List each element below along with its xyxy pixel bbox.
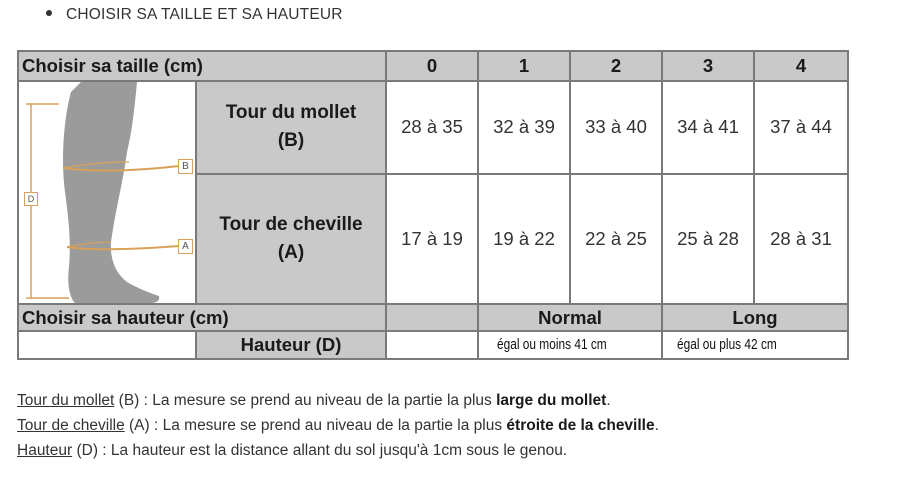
calf-value-2: 33 à 40 [570,81,662,174]
size-col-3: 3 [662,51,754,81]
height-long-value: égal ou plus 42 cm [677,337,777,353]
size-header-cell: Choisir sa taille (cm) [18,51,386,81]
height-long-cell: Long [662,304,848,331]
note-calf-bold: large du mollet [496,392,607,409]
height-blank-cell [18,331,196,359]
calf-value-0: 28 à 35 [386,81,478,174]
size-chart-table [17,50,849,360]
leg-diagram [19,82,195,303]
marker-b: B [178,159,193,174]
height-normal-cell: Normal [478,304,662,331]
height-empty-cell [386,304,478,331]
note-height-term: Hauteur [17,442,73,459]
ankle-label: Tour de cheville [219,213,363,235]
size-col-2: 2 [570,51,662,81]
leg-shape [63,82,159,303]
height-label-cell: Hauteur (D) [196,331,386,359]
ankle-code: (A) [277,241,305,263]
section-heading [46,6,343,24]
calf-value-3: 34 à 41 [662,81,754,174]
leg-illustration [19,82,195,303]
height-normal-value-cell [478,331,662,359]
leg-diagram-cell [18,81,196,304]
marker-d: D [24,192,38,206]
size-col-0: 0 [386,51,478,81]
height-header-cell: Choisir sa hauteur (cm) [18,304,386,331]
calf-row [18,81,848,174]
note-height-text: : La hauteur est la distance allant du sol jusqu'à 1cm sous le genou. [98,442,568,459]
marker-a: A [178,239,193,254]
note-ankle: Tour de cheville (A) : La mesure se prend au niveau de la partie la plus étroite de la cheville. [17,417,659,434]
ankle-value-0: 17 à 19 [386,174,478,304]
height-value-row [18,331,848,359]
ankle-label-cell [196,174,386,304]
calf-label-cell [196,81,386,174]
note-height-code: (D) [76,442,98,459]
note-ankle-code: (A) [129,417,150,434]
calf-value-4: 37 à 44 [754,81,848,174]
note-calf-text: : La mesure se prend au niveau de la partie la plus [139,392,497,409]
calf-label: Tour du mollet [225,102,357,124]
note-height [17,438,659,463]
height-long-value-cell [662,331,848,359]
heading-text: CHOISIR SA TAILLE ET SA HAUTEUR [66,6,343,23]
height-empty-value-cell [386,331,478,359]
bullet-icon [46,10,52,16]
size-col-1: 1 [478,51,570,81]
note-calf: Tour du mollet (B) : La mesure se prend au niveau de la partie la plus large du mollet. [17,392,611,409]
measurement-notes [17,388,659,463]
calf-value-1: 32 à 39 [478,81,570,174]
ankle-value-2: 22 à 25 [570,174,662,304]
calf-code: (B) [277,130,305,152]
height-header-row [18,304,848,331]
ankle-value-1: 19 à 22 [478,174,570,304]
height-normal-value: égal ou moins 41 cm [497,337,607,353]
note-ankle-bold: étroite de la cheville [506,417,655,434]
size-header-row [18,51,848,81]
size-col-4: 4 [754,51,848,81]
note-ankle-text: : La mesure se prend au niveau de la partie la plus [149,417,507,434]
note-calf-term: Tour du mollet [17,392,115,409]
ankle-value-3: 25 à 28 [662,174,754,304]
ankle-value-4: 28 à 31 [754,174,848,304]
note-calf-code: (B) [118,392,140,409]
note-ankle-term: Tour de cheville [17,417,125,434]
